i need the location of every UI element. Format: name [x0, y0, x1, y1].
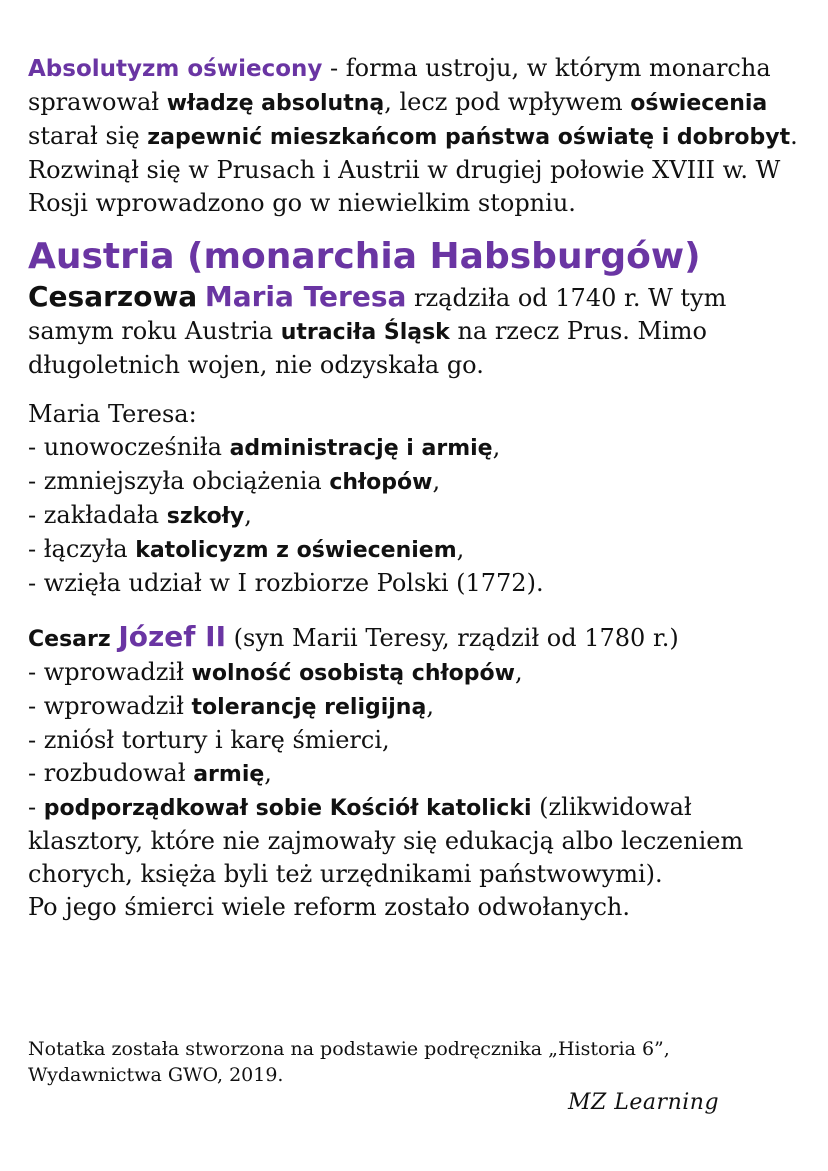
list-item: [28, 757, 808, 791]
jozef-title-prefix: Cesarz: [28, 627, 111, 652]
list-item: [28, 465, 808, 499]
list-item-post: ,: [244, 501, 252, 529]
list-item: [28, 431, 808, 465]
jozef-desc: (syn Marii Teresy, rządził od 1780 r.): [226, 624, 679, 652]
intro-bold-2: oświecenia: [630, 91, 768, 116]
list-item-bold: armię: [193, 762, 265, 787]
intro-term: Absolutyzm oświecony: [28, 56, 323, 82]
jozef-title-line: [28, 620, 808, 656]
list-item: [28, 690, 808, 724]
austria-text-2: na rzecz Prus. Mimo długoletnich wojen, nie odzyskała go.: [28, 317, 707, 379]
list-item: [28, 724, 808, 757]
jozef-closing: Po jego śmierci wiele reform zostało odwołanych.: [28, 893, 630, 921]
intro-text-3: starał się: [28, 122, 148, 150]
list-item-bold: wolność osobistą chłopów: [191, 661, 515, 686]
list-item-text: - łączyła: [28, 535, 136, 563]
intro-bold-1: władzę absolutną: [166, 91, 385, 116]
austria-ruler-name: Maria Teresa: [204, 280, 407, 313]
source-note-line-2: Wydawnictwa GWO, 2019.: [28, 1064, 284, 1086]
list-item-post: ,: [514, 658, 523, 686]
list-item-text: - wprowadził: [28, 692, 192, 720]
list-item: [28, 791, 808, 891]
source-note: [28, 1036, 670, 1088]
jozef-ruler-name: Józef II: [118, 620, 227, 653]
list-item-text: - wprowadził: [28, 658, 192, 686]
list-item: [28, 567, 808, 600]
list-item-text: - unowocześniła: [28, 433, 230, 461]
list-item: [28, 499, 808, 533]
list-item-bold: chłopów: [329, 470, 433, 495]
list-item-text: - zniósł tortury i karę śmierci,: [28, 726, 390, 754]
note-page: [28, 52, 808, 924]
intro-text-1: - forma ustroju, w którym monarcha sprawował: [28, 54, 771, 116]
maria-list-intro: Maria Teresa:: [28, 400, 197, 428]
list-item: [28, 533, 808, 567]
austria-paragraph: [28, 280, 808, 382]
list-item-post: (zlikwidował klasztory, które nie zajmowały się edukacją albo leczeniem chorych, księża byli też urzędnikami państwowymi).: [28, 793, 744, 888]
austria-title-prefix: Cesarzowa: [28, 280, 198, 313]
list-item-text: - wzięła udział w I rozbiorze Polski (1772).: [28, 569, 544, 597]
intro-text-2: , lecz pod wpływem: [384, 88, 631, 116]
list-item-post: ,: [432, 467, 441, 495]
list-item-post: ,: [492, 433, 501, 461]
list-item-text: -: [28, 793, 44, 821]
source-note-line-1: Notatka została stworzona na podstawie podręcznika „Historia 6”,: [28, 1038, 670, 1060]
intro-text-4: . Rozwinął się w Prusach i Austrii w drugiej połowie XVIII w. W Rosji wprowadzono go w niewielkim stopniu.: [28, 122, 798, 217]
maria-list: [28, 398, 808, 600]
section-heading-austria: Austria (monarchia Habsburgów): [28, 236, 701, 277]
austria-text-1: rządziła od 1740 r. W tym samym roku Austria: [28, 284, 727, 345]
austria-bold-1: utraciła Śląsk: [280, 320, 450, 345]
signature: MZ Learning: [568, 1090, 720, 1115]
intro-paragraph: [28, 52, 808, 220]
list-item-post: ,: [264, 759, 272, 787]
list-item-bold: administrację i armię: [229, 436, 493, 461]
intro-bold-3: zapewnić mieszkańcom państwa oświatę i dobrobyt: [147, 125, 791, 150]
list-item-text: - zmniejszyła obciążenia: [28, 467, 330, 495]
list-item-text: - zakładała: [28, 501, 167, 529]
list-item-bold: szkoły: [166, 504, 245, 529]
list-item: [28, 656, 808, 690]
list-item-bold: podporządkował sobie Kościół katolicki: [43, 796, 532, 821]
jozef-section: [28, 620, 808, 924]
list-item-post: ,: [456, 535, 465, 563]
list-item-post: ,: [426, 692, 434, 720]
list-item-bold: tolerancję religijną: [191, 695, 427, 720]
list-item-text: - rozbudował: [28, 759, 194, 787]
list-item-bold: katolicyzm z oświeceniem: [135, 538, 457, 563]
